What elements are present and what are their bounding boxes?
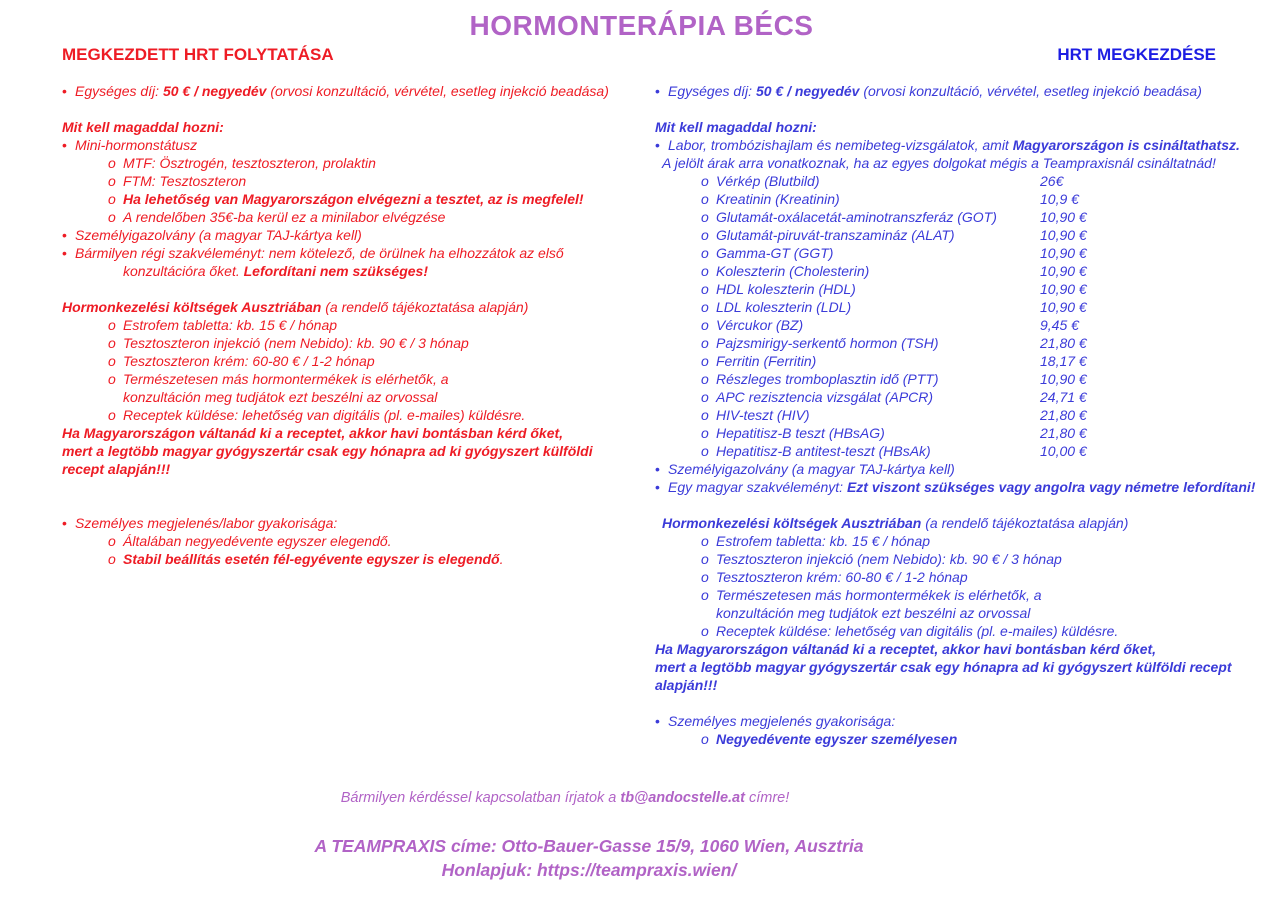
text-line (62, 190, 642, 208)
text-segment: Egy magyar szakvéleményt: (668, 479, 847, 495)
left-column-header: MEGKEZDETT HRT FOLYTATÁSA (62, 45, 334, 64)
text-line (655, 460, 1240, 478)
text-segment: Általában negyedévente egyszer elegendő. (123, 533, 392, 549)
text-line (655, 568, 1240, 586)
o-marker: o (701, 335, 709, 351)
text-line (655, 244, 1240, 262)
blank-line (655, 694, 1240, 712)
text-line (62, 172, 642, 190)
blank-line (655, 100, 1240, 118)
price-value: 10,9 € (1040, 191, 1079, 207)
text-segment: Mit kell magaddal hozni: (655, 119, 817, 135)
price-value: 18,17 € (1040, 353, 1087, 369)
text-segment: (a rendelő tájékoztatása alapján) (321, 299, 529, 315)
text-segment: konzultáción meg tudjátok ezt beszélni az orvossal (123, 389, 438, 405)
text-segment: LDL koleszterin (LDL) (716, 299, 852, 315)
text-line (62, 316, 642, 334)
price-value: 10,90 € (1040, 227, 1087, 243)
footer-contact-line (0, 790, 1130, 806)
text-segment: Koleszterin (Cholesterin) (716, 263, 870, 279)
text-line (62, 550, 642, 568)
text-segment: Természetesen más hormontermékek is elérhetők, a (716, 587, 1042, 603)
o-marker: o (701, 551, 709, 567)
o-marker: o (108, 407, 116, 423)
text-line (62, 406, 642, 424)
footer-website-line: Honlapjuk: https://teampraxis.wien/ (441, 860, 737, 880)
text-segment: Természetesen más hormontermékek is elérhetők, a (123, 371, 449, 387)
price-value: 24,71 € (1040, 389, 1087, 405)
text-segment: Estrofem tabletta: kb. 15 € / hónap (123, 317, 338, 333)
price-value: 10,90 € (1040, 263, 1087, 279)
text-segment: Glutamát-oxálacetát-aminotranszferáz (GOT) (716, 209, 997, 225)
text-segment: Személyigazolvány (a magyar TAJ-kártya kell) (668, 461, 955, 477)
o-marker: o (701, 353, 709, 369)
o-marker: o (108, 173, 116, 189)
bullet-marker: • (62, 245, 67, 261)
text-segment: Hormonkezelési költségek Ausztriában (62, 299, 322, 315)
text-segment: Egységes díj: (668, 83, 756, 99)
text-segment: Vérkép (Blutbild) (716, 173, 820, 189)
o-marker: o (108, 317, 116, 333)
text-segment: Magyarországon is csináltathatsz. (1012, 137, 1240, 153)
price-value: 10,00 € (1040, 443, 1087, 459)
o-marker: o (701, 299, 709, 315)
bullet-marker: • (62, 137, 67, 153)
text-segment: HIV-teszt (HIV) (716, 407, 810, 423)
text-segment: Stabil beállítás esetén fél-egyévente egyszer is elegendő (123, 551, 500, 567)
price-value: 21,80 € (1040, 407, 1087, 423)
text-segment: HDL koleszterin (HDL) (716, 281, 856, 297)
text-segment: Személyigazolvány (a magyar TAJ-kártya kell) (75, 227, 362, 243)
text-segment: FTM: Tesztoszteron (123, 173, 247, 189)
text-segment: Tesztoszteron injekció (nem Nebido): kb. 90 € / 3 hónap (716, 551, 1062, 567)
o-marker: o (701, 389, 709, 405)
blank-line (62, 496, 642, 514)
text-segment: Ha Magyarországon váltanád ki a receptet, akkor havi bontásban kérd őket, (62, 425, 564, 441)
text-segment: 50 € / negyedév (162, 83, 267, 99)
text-segment: Ha Magyarországon váltanád ki a receptet, akkor havi bontásban kérd őket, (655, 641, 1157, 657)
right-column-header: HRT MEGKEZDÉSE (1057, 45, 1216, 64)
text-line (655, 586, 1240, 604)
text-segment: APC rezisztencia vizsgálat (APCR) (716, 389, 934, 405)
text-line (655, 622, 1240, 640)
text-segment: Tesztoszteron krém: 60-80 € / 1-2 hónap (716, 569, 968, 585)
text-line (655, 532, 1240, 550)
text-segment: MTF: Ösztrogén, tesztoszteron, prolaktin (123, 155, 376, 171)
text-segment: Hepatitisz-B antitest-teszt (HBsAk) (716, 443, 931, 459)
bullet-marker: • (62, 83, 67, 99)
text-line (62, 388, 642, 406)
text-segment: (orvosi konzultáció, vérvétel, esetleg injekció beadása) (859, 83, 1202, 99)
price-value: 10,90 € (1040, 281, 1087, 297)
bullet-marker: • (655, 461, 660, 477)
price-value: 10,90 € (1040, 209, 1087, 225)
price-value: 21,80 € (1040, 335, 1087, 351)
text-segment: Ezt viszont szükséges vagy angolra vagy németre lefordítani! (846, 479, 1256, 495)
text-segment: Gamma-GT (GGT) (716, 245, 834, 261)
text-segment: Hormonkezelési költségek Ausztriában (662, 515, 922, 531)
blank-line (62, 280, 642, 298)
text-segment: Lefordítani nem szükséges! (243, 263, 429, 279)
text-segment: A rendelőben 35€-ba kerül ez a minilabor elvégzése (123, 209, 446, 225)
o-marker: o (701, 533, 709, 549)
text-segment: Tesztoszteron krém: 60-80 € / 1-2 hónap (123, 353, 375, 369)
text-line (655, 316, 1240, 334)
text-segment: Kreatinin (Kreatinin) (716, 191, 840, 207)
text-segment: Tesztoszteron injekció (nem Nebido): kb. 90 € / 3 hónap (123, 335, 469, 351)
text-segment: Ferritin (Ferritin) (716, 353, 817, 369)
text-segment: Bármilyen régi szakvéleményt: nem kötelező, de örülnek ha elhozzátok az első (75, 245, 564, 261)
o-marker: o (701, 191, 709, 207)
o-marker: o (701, 317, 709, 333)
bullet-marker: • (655, 83, 660, 99)
text-line (655, 298, 1240, 316)
o-marker: o (108, 209, 116, 225)
bullet-marker: • (655, 479, 660, 495)
text-line (655, 226, 1240, 244)
o-marker: o (701, 173, 709, 189)
text-line (655, 388, 1240, 406)
text-segment: mert a legtöbb magyar gyógyszertár csak egy hónapra ad ki gyógyszert külföldi (62, 443, 593, 459)
price-value: 10,90 € (1040, 371, 1087, 387)
right-column-body (655, 82, 1256, 748)
o-marker: o (108, 191, 116, 207)
page-title: HORMONTERÁPIA BÉCS (469, 10, 814, 41)
price-value: 10,90 € (1040, 299, 1087, 315)
text-line (655, 442, 1240, 460)
o-marker: o (108, 533, 116, 549)
text-segment: Pajzsmirigy-serkentő hormon (TSH) (716, 335, 939, 351)
text-segment: Glutamát-piruvát-transzamináz (ALAT) (716, 227, 955, 243)
text-line (655, 82, 1240, 100)
text-segment: Hepatitisz-B teszt (HBsAG) (716, 425, 885, 441)
text-line (62, 298, 642, 316)
o-marker: o (108, 551, 116, 567)
text-line (655, 478, 1256, 496)
text-segment: Mini-hormonstátusz (75, 137, 198, 153)
text-line (655, 262, 1240, 280)
price-value: 26€ (1040, 173, 1064, 189)
o-marker: o (701, 281, 709, 297)
text-segment: (a rendelő tájékoztatása alapján) (921, 515, 1129, 531)
o-marker: o (108, 353, 116, 369)
text-segment: 50 € / negyedév (755, 83, 860, 99)
text-line (62, 334, 642, 352)
price-value: 21,80 € (1040, 425, 1087, 441)
text-segment: Részleges tromboplasztin idő (PTT) (716, 371, 939, 387)
text-segment: Labor, trombózishajlam és nemibeteg-vizsgálatok, amit (668, 137, 1013, 153)
text-line (62, 136, 642, 154)
o-marker: o (701, 443, 709, 459)
o-marker: o (701, 245, 709, 261)
blank-line (655, 496, 1240, 514)
o-marker: o (701, 623, 709, 639)
text-line (655, 172, 1240, 190)
o-marker: o (701, 263, 709, 279)
text-segment: Negyedévente egyszer személyesen (716, 731, 958, 747)
bullet-marker: • (62, 227, 67, 243)
text-line (655, 334, 1240, 352)
text-line (655, 208, 1240, 226)
text-segment: Vércukor (BZ) (716, 317, 804, 333)
text-line (62, 154, 642, 172)
o-marker: o (108, 335, 116, 351)
text-line (655, 604, 1240, 622)
text-line (62, 514, 642, 532)
price-value: 10,90 € (1040, 245, 1087, 261)
text-line (655, 514, 1240, 532)
bullet-marker: • (62, 515, 67, 531)
text-line (655, 406, 1240, 424)
text-segment: Receptek küldése: lehetőség van digitális (pl. e-mailes) küldésre. (716, 623, 1119, 639)
text-line (655, 424, 1240, 442)
text-segment: Személyes megjelenés gyakorisága: (668, 713, 896, 729)
text-line (62, 532, 642, 550)
text-line (655, 640, 1240, 658)
footer-contact-pre: Bármilyen kérdéssel kapcsolatban írjatok a (340, 790, 621, 806)
text-segment: alapján!!! (655, 677, 718, 693)
text-segment: Személyes megjelenés/labor gyakorisága: (75, 515, 338, 531)
o-marker: o (701, 407, 709, 423)
text-line (62, 352, 642, 370)
text-line (655, 280, 1240, 298)
blank-line (62, 478, 642, 496)
text-line (655, 190, 1240, 208)
text-segment: . (499, 551, 504, 567)
text-line (655, 370, 1240, 388)
text-line (655, 136, 1240, 154)
footer-address-line: A TEAMPRAXIS címe: Otto-Bauer-Gasse 15/9, 1060 Wien, Ausztria (314, 836, 864, 856)
text-line (62, 424, 642, 442)
text-line (62, 118, 642, 136)
text-line (62, 208, 642, 226)
o-marker: o (108, 371, 116, 387)
bullet-marker: • (655, 137, 660, 153)
footer-contact-post: címre! (744, 790, 790, 806)
text-line (62, 370, 642, 388)
text-line (655, 118, 1240, 136)
price-value: 9,45 € (1040, 317, 1079, 333)
text-segment: (orvosi konzultáció, vérvétel, esetleg injekció beadása) (266, 83, 609, 99)
o-marker: o (701, 587, 709, 603)
contact-email: tb@andocstelle.at (620, 790, 745, 806)
o-marker: o (701, 209, 709, 225)
text-segment: recept alapján!!! (62, 461, 171, 477)
text-segment: Receptek küldése: lehetőség van digitális (pl. e-mailes) küldésre. (123, 407, 526, 423)
text-segment: konzultáción meg tudjátok ezt beszélni az orvossal (716, 605, 1031, 621)
text-segment: A jelölt árak arra vonatkoznak, ha az egyes dolgokat mégis a Teampraxisnál csináltatnád! (662, 155, 1216, 171)
o-marker: o (108, 155, 116, 171)
bullet-marker: • (655, 713, 660, 729)
text-line (62, 226, 642, 244)
text-line (62, 262, 642, 280)
o-marker: o (701, 425, 709, 441)
o-marker: o (701, 569, 709, 585)
text-line (62, 244, 642, 262)
text-line (655, 676, 1240, 694)
text-segment: Ha lehetőség van Magyarországon elvégezni a tesztet, az is megfelel! (123, 191, 584, 207)
text-line (62, 82, 642, 100)
text-line (655, 352, 1240, 370)
text-line (62, 460, 642, 478)
text-line (655, 730, 1240, 748)
text-line (655, 154, 1240, 172)
text-segment: konzultációra őket. (123, 263, 244, 279)
text-line (655, 712, 1240, 730)
text-segment: mert a legtöbb magyar gyógyszertár csak egy hónapra ad ki gyógyszert külföldi recept (655, 659, 1232, 675)
left-column-body (62, 82, 642, 568)
o-marker: o (701, 227, 709, 243)
text-segment: Egységes díj: (75, 83, 163, 99)
blank-line (62, 100, 642, 118)
text-line (655, 658, 1240, 676)
text-segment: Estrofem tabletta: kb. 15 € / hónap (716, 533, 931, 549)
text-line (62, 442, 642, 460)
o-marker: o (701, 731, 709, 747)
o-marker: o (701, 371, 709, 387)
text-line (655, 550, 1240, 568)
text-segment: Mit kell magaddal hozni: (62, 119, 224, 135)
